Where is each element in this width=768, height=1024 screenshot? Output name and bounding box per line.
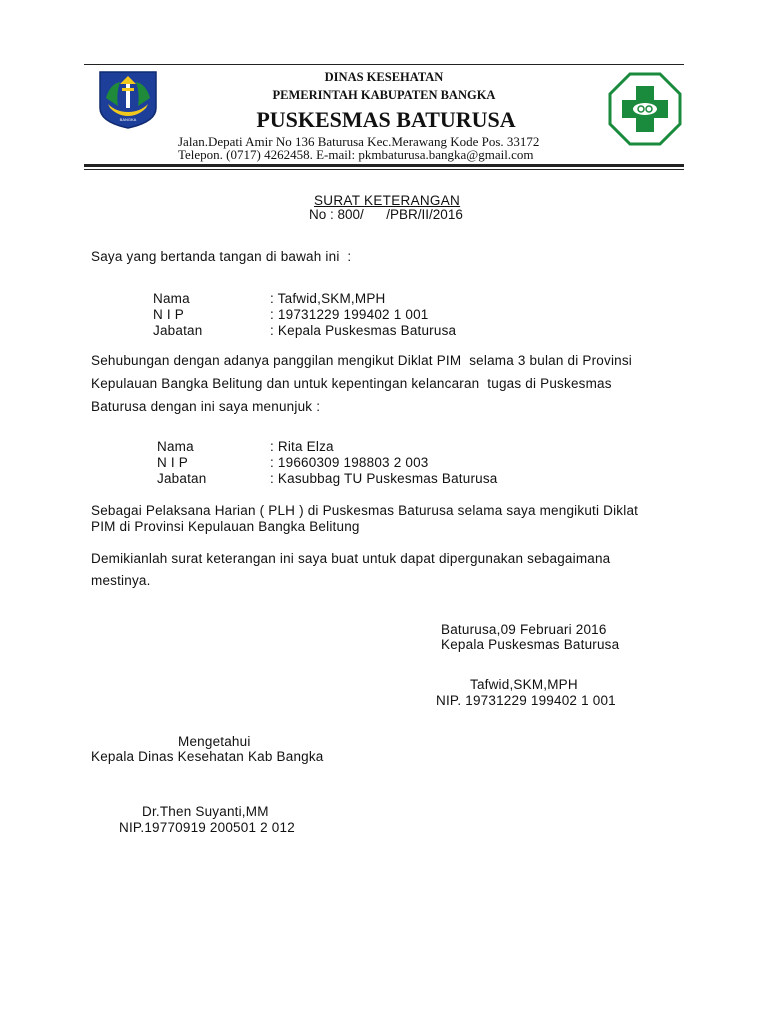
intro-text: Saya yang bertanda tangan di bawah ini :	[91, 249, 352, 264]
signature-right-name: Tafwid,SKM,MPH	[470, 677, 578, 692]
signatory-position-value: : Kepala Puskesmas Baturusa	[270, 323, 457, 338]
paragraph3-line1: Demikianlah surat keterangan ini saya buat untuk dapat dipergunakan sebagaimana	[91, 551, 611, 566]
appointee-nip-value: : 19660309 198803 2 003	[270, 455, 429, 470]
letterhead-name: PUSKESMAS BATURUSA	[256, 107, 516, 132]
signatory-nip-value: : 19731229 199402 1 001	[270, 307, 429, 322]
signature-acknowledge: Mengetahui	[178, 734, 251, 749]
letterhead-bottom-rule-thin	[84, 169, 684, 170]
signature-right-position: Kepala Puskesmas Baturusa	[441, 637, 620, 652]
letter-number: No : 800/ /PBR/II/2016	[309, 207, 463, 222]
letterhead-government: PEMERINTAH KABUPATEN BANGKA	[272, 88, 496, 102]
paragraph1-line3: Baturusa dengan ini saya menunjuk :	[91, 399, 321, 414]
signature-place-date: Baturusa,09 Februari 2016	[441, 622, 607, 637]
paragraph1-line1: Sehubungan dengan adanya panggilan mengikut Diklat PIM selama 3 bulan di Provinsi	[91, 353, 632, 368]
letterhead-agency: DINAS KESEHATAN	[324, 70, 444, 84]
signature-left-position: Kepala Dinas Kesehatan Kab Bangka	[91, 749, 324, 764]
paragraph1-line2: Kepulauan Bangka Belitung dan untuk kepentingan kelancaran tugas di Puskesmas	[91, 376, 612, 391]
appointee-nip-label: N I P	[157, 455, 189, 470]
letterhead-address: Jalan.Depati Amir No 136 Baturusa Kec.Merawang Kode Pos. 33172	[178, 134, 540, 149]
letterhead-bottom-rule-thick	[84, 164, 684, 167]
paragraph2-line2: PIM di Provinsi Kepulauan Bangka Belitung	[91, 519, 360, 534]
signatory-name-value: : Tafwid,SKM,MPH	[270, 291, 386, 306]
appointee-position-value: : Kasubbag TU Puskesmas Baturusa	[270, 471, 498, 486]
signatory-name-label: Nama	[153, 291, 190, 306]
signature-left-nip: NIP.19770919 200501 2 012	[119, 820, 295, 835]
letter-title: SURAT KETERANGAN	[314, 193, 461, 208]
letterhead-top-rule	[84, 64, 684, 65]
signature-right-nip: NIP. 19731229 199402 1 001	[436, 693, 616, 708]
signatory-nip-label: N I P	[153, 307, 185, 322]
letterhead-contact: Telepon. (0717) 4262458. E-mail: pkmbaturusa.bangka@gmail.com	[178, 147, 534, 162]
appointee-position-label: Jabatan	[157, 471, 207, 486]
appointee-name-label: Nama	[157, 439, 194, 454]
logo-caption: BANGKA	[119, 117, 137, 122]
paragraph3-line2: mestinya.	[91, 573, 151, 588]
appointee-name-value: : Rita Elza	[270, 439, 334, 454]
paragraph2-line1: Sebagai Pelaksana Harian ( PLH ) di Puskesmas Baturusa selama saya mengikuti Diklat	[91, 503, 639, 518]
signatory-position-label: Jabatan	[153, 323, 203, 338]
signature-left-name: Dr.Then Suyanti,MM	[142, 804, 269, 819]
